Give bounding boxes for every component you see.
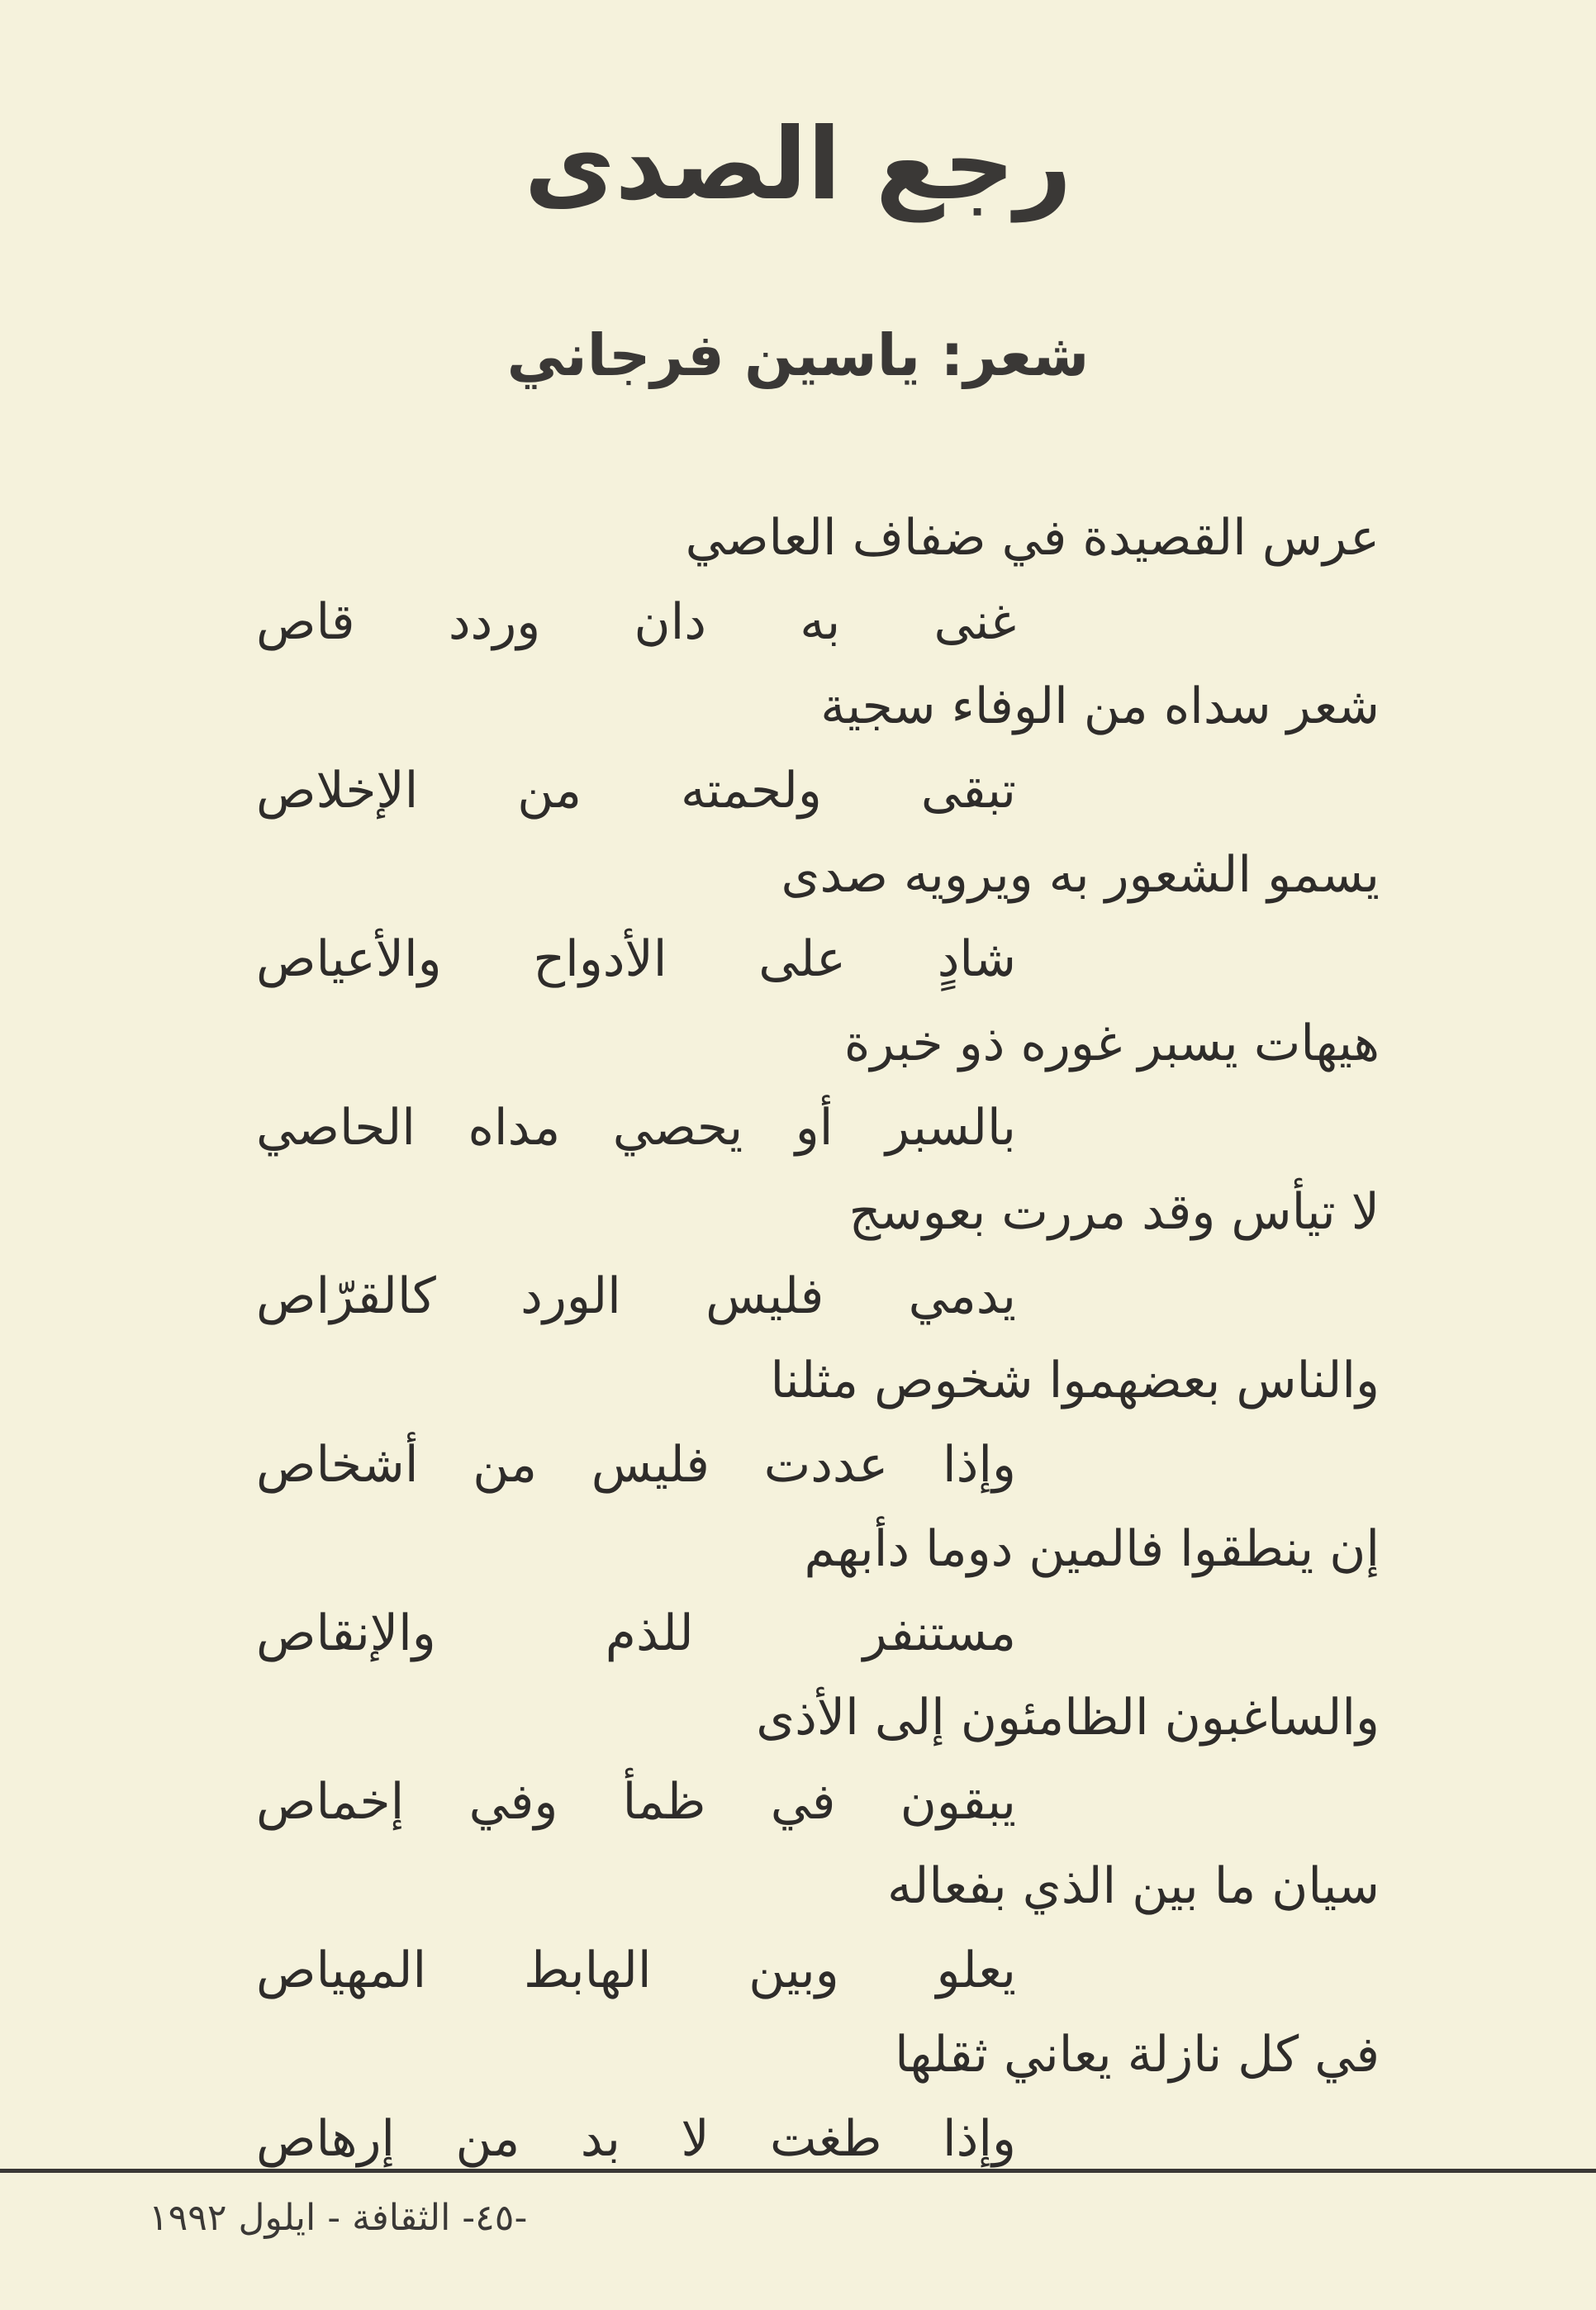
verse-3-second-hemistich: شادٍ على الأدواح والأعياص: [256, 930, 1016, 988]
verse-6-second-hemistich: وإذا عددت فليس من أشخاص: [256, 1436, 1016, 1494]
verse-9-second-hemistich: يعلو وبين الهابط المهياص: [256, 1942, 1016, 1999]
verse-1-first-hemistich: عرس القصيدة في ضفاف العاصي: [685, 509, 1380, 567]
verse-7-first-hemistich: إن ينطقوا فالمين دوما دأبهم: [804, 1520, 1380, 1578]
verse-3-first-hemistich: يسمو الشعور به ويرويه صدى: [781, 846, 1380, 904]
verse-2-second-hemistich: تبقى ولحمته من الإخلاص: [256, 762, 1016, 820]
verse-2-first-hemistich: شعر سداه من الوفاء سجية: [820, 677, 1380, 735]
page-footer: -٤٥- الثقافة - ايلول ١٩٩٢: [149, 2197, 528, 2239]
verse-4-second-hemistich: بالسبر أو يحصي مداه الحاصي: [256, 1099, 1016, 1157]
verse-5-second-hemistich: يدمي فليس الورد كالقرّاص: [256, 1267, 1016, 1325]
poem-title: رجع الصدى: [524, 107, 1072, 222]
verse-5-first-hemistich: لا تيأس وقد مررت بعوسج: [848, 1183, 1380, 1241]
verse-8-first-hemistich: والساغبون الظامئون إلى الأذى: [756, 1689, 1380, 1747]
verse-7-second-hemistich: مستنفر للذم والإنقاص: [256, 1604, 1016, 1662]
poet-byline: شعر: ياسين فرجاني: [506, 321, 1090, 389]
verse-8-second-hemistich: يبقون في ظمأ وفي إخماص: [256, 1773, 1016, 1831]
footer-divider: [0, 2169, 1596, 2173]
verse-10-first-hemistich: في كل نازلة يعاني ثقلها: [895, 2026, 1380, 2084]
verse-1-second-hemistich: غنى به دان وردد قاص: [256, 593, 1016, 651]
poem-body: [256, 496, 1380, 2181]
verse-4-first-hemistich: هيهات يسبر غوره ذو خبرة: [843, 1015, 1380, 1072]
verse-6-first-hemistich: والناس بعضهموا شخوص مثلنا: [770, 1352, 1380, 1409]
verse-9-first-hemistich: سيان ما بين الذي بفعاله: [886, 1857, 1380, 1915]
verse-10-second-hemistich: وإذا طغت لا بد من إرهاص: [256, 2110, 1016, 2168]
